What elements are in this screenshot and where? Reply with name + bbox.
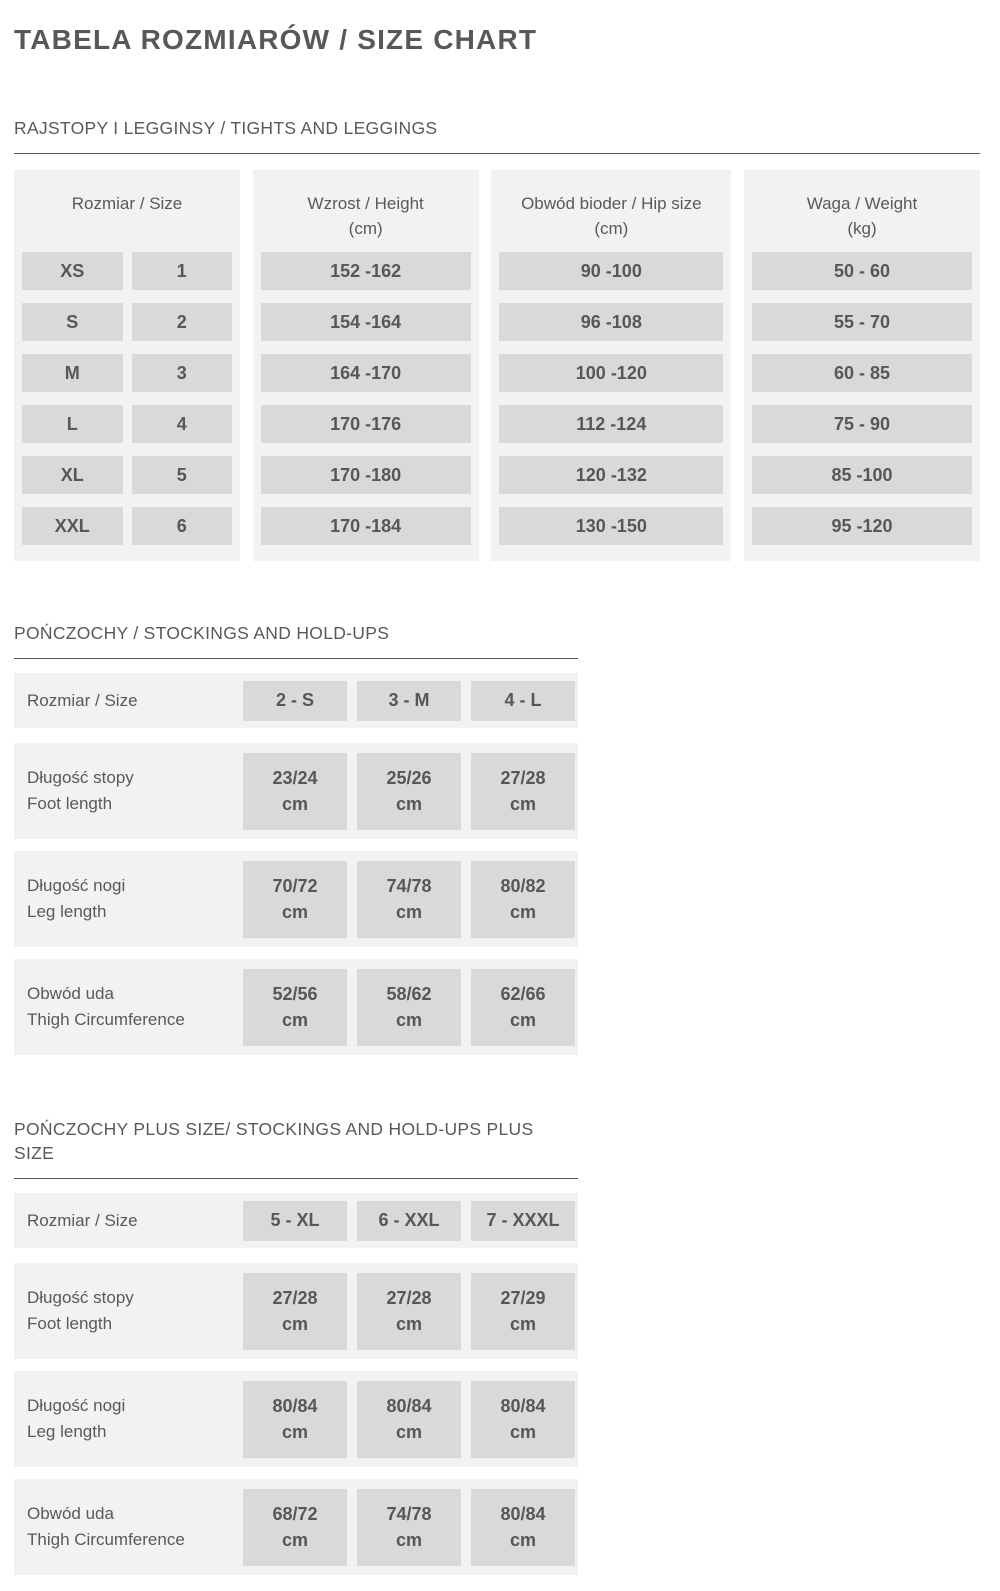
hip-rows <box>491 252 731 561</box>
value-cell <box>471 1273 575 1350</box>
table-row <box>22 405 232 443</box>
unit: cm <box>509 1422 536 1442</box>
value: 58/62 <box>386 984 432 1004</box>
unit: cm <box>281 1422 308 1442</box>
row-label-en: Thigh Circumference <box>27 1530 185 1549</box>
row-cells <box>243 1201 575 1241</box>
row-label-pl: Obwód uda <box>27 1504 114 1523</box>
value-cell <box>357 1273 461 1350</box>
row-label <box>27 981 185 1033</box>
page-title: TABELA ROZMIARÓW / SIZE CHART <box>14 24 538 55</box>
height-cell: 170 -176 <box>261 405 471 443</box>
value: 27/28 <box>500 768 546 788</box>
value: 52/56 <box>272 984 318 1004</box>
hip-cell: 112 -124 <box>499 405 723 443</box>
size-rows <box>14 252 240 561</box>
size-cell: 4 - L <box>471 681 575 721</box>
table-row-size <box>14 673 578 728</box>
table-row <box>22 303 232 341</box>
weight-cell: 55 - 70 <box>752 303 972 341</box>
table-row-foot-length <box>14 1263 578 1359</box>
column-title: Obwód bioder / Hip size <box>521 194 702 213</box>
hip-cell: 90 -100 <box>499 252 723 290</box>
hip-cell: 130 -150 <box>499 507 723 545</box>
value-cell <box>357 861 461 938</box>
weight-cell: 50 - 60 <box>752 252 972 290</box>
weight-cell: 60 - 85 <box>752 354 972 392</box>
value-cell <box>357 1381 461 1458</box>
table-row-size <box>14 1193 578 1248</box>
unit: cm <box>395 1530 422 1550</box>
row-label-en: Foot length <box>27 1314 113 1333</box>
weight-cell: 95 -120 <box>752 507 972 545</box>
hip-cell: 120 -132 <box>499 456 723 494</box>
unit: cm <box>395 1314 422 1334</box>
table-row-leg-length <box>14 1371 578 1467</box>
height-cell: 152 -162 <box>261 252 471 290</box>
value-cell <box>471 1381 575 1458</box>
value-cell <box>243 1381 347 1458</box>
column-header-hip <box>491 170 731 252</box>
weight-rows <box>744 252 980 561</box>
size-letter-cell: XL <box>22 456 123 494</box>
hip-cell: 96 -108 <box>499 303 723 341</box>
unit: cm <box>509 902 536 922</box>
unit: cm <box>509 1530 536 1550</box>
size-cell: 2 - S <box>243 681 347 721</box>
column-header-height <box>253 170 479 252</box>
column-hip <box>491 170 731 561</box>
size-cell: 6 - XXL <box>357 1201 461 1241</box>
row-label-pl: Obwód uda <box>27 984 114 1003</box>
size-number-cell: 2 <box>132 303 233 341</box>
row-label-en: Leg length <box>27 902 107 921</box>
section-heading-stockings: POŃCZOCHY / STOCKINGS AND HOLD-UPS <box>14 621 578 659</box>
value-cell <box>471 753 575 830</box>
size-letter-cell: S <box>22 303 123 341</box>
height-rows <box>253 252 479 561</box>
unit: cm <box>281 902 308 922</box>
section-heading-stockings-plus: POŃCZOCHY PLUS SIZE/ STOCKINGS AND HOLD-UPS PLUS SIZE <box>14 1117 578 1179</box>
unit: cm <box>395 1010 422 1030</box>
unit: cm <box>281 1314 308 1334</box>
column-unit: (kg) <box>847 219 877 238</box>
size-number-cell: 6 <box>132 507 233 545</box>
table-row-thigh-circumference <box>14 1479 578 1575</box>
row-label <box>27 765 134 817</box>
table-row <box>22 354 232 392</box>
column-title: Rozmiar / Size <box>71 194 183 213</box>
column-title: Waga / Weight <box>806 194 918 213</box>
row-label <box>27 873 125 925</box>
value: 74/78 <box>386 876 432 896</box>
row-label-pl: Długość nogi <box>27 1396 126 1415</box>
table-row <box>22 456 232 494</box>
size-letter-cell: XXL <box>22 507 123 545</box>
value: 27/28 <box>386 1288 432 1308</box>
tights-size-table <box>14 170 980 561</box>
value-cell <box>357 969 461 1046</box>
size-letter-cell: XS <box>22 252 123 290</box>
value: 80/84 <box>500 1504 546 1524</box>
unit: cm <box>509 1314 536 1334</box>
value-cell <box>243 861 347 938</box>
column-header-weight <box>744 170 980 252</box>
value: 62/66 <box>500 984 546 1004</box>
value: 27/29 <box>500 1288 546 1308</box>
column-unit: (cm) <box>594 219 629 238</box>
row-label-en: Foot length <box>27 794 113 813</box>
value: 23/24 <box>272 768 318 788</box>
unit: cm <box>281 1010 308 1030</box>
section-heading-tights: RAJSTOPY I LEGGINSY / TIGHTS AND LEGGINGS <box>14 116 980 154</box>
value-cell <box>243 753 347 830</box>
value: 74/78 <box>386 1504 432 1524</box>
value-cell <box>357 1489 461 1566</box>
value: 80/84 <box>500 1396 546 1416</box>
value: 68/72 <box>272 1504 318 1524</box>
value-cell <box>471 969 575 1046</box>
row-label-en: Leg length <box>27 1422 107 1441</box>
value-cell <box>243 1273 347 1350</box>
size-cell: 3 - M <box>357 681 461 721</box>
size-number-cell: 5 <box>132 456 233 494</box>
value: 70/72 <box>272 876 318 896</box>
row-label: Rozmiar / Size <box>27 690 138 710</box>
row-label-pl: Długość stopy <box>27 1288 134 1307</box>
column-weight <box>744 170 980 561</box>
column-size <box>14 170 240 561</box>
row-cells <box>243 1273 575 1350</box>
stockings-plus-size-table <box>14 1193 578 1575</box>
row-label-en: Thigh Circumference <box>27 1010 185 1029</box>
value-cell <box>471 861 575 938</box>
row-label <box>27 1285 134 1337</box>
unit: cm <box>395 902 422 922</box>
unit: cm <box>509 1010 536 1030</box>
value: 80/84 <box>272 1396 318 1416</box>
table-row-foot-length <box>14 743 578 839</box>
value: 27/28 <box>272 1288 318 1308</box>
table-row <box>22 507 232 545</box>
row-cells <box>243 1381 575 1458</box>
row-cells <box>243 861 575 938</box>
row-label: Rozmiar / Size <box>27 1210 138 1230</box>
unit: cm <box>395 1422 422 1442</box>
row-label-pl: Długość stopy <box>27 768 134 787</box>
row-label <box>27 1393 125 1445</box>
unit: cm <box>281 1530 308 1550</box>
stockings-size-table <box>14 673 578 1055</box>
value-cell <box>243 1489 347 1566</box>
table-row <box>22 252 232 290</box>
column-height <box>253 170 479 561</box>
row-cells <box>243 753 575 830</box>
value: 25/26 <box>386 768 432 788</box>
height-cell: 170 -180 <box>261 456 471 494</box>
height-cell: 164 -170 <box>261 354 471 392</box>
value: 80/84 <box>386 1396 432 1416</box>
table-row-leg-length <box>14 851 578 947</box>
row-cells <box>243 969 575 1046</box>
size-cell: 7 - XXXL <box>471 1201 575 1241</box>
weight-cell: 75 - 90 <box>752 405 972 443</box>
column-header-size <box>14 170 240 252</box>
unit: cm <box>395 794 422 814</box>
height-cell: 154 -164 <box>261 303 471 341</box>
hip-cell: 100 -120 <box>499 354 723 392</box>
row-cells <box>243 681 575 721</box>
row-label-pl: Długość nogi <box>27 876 126 895</box>
column-title: Wzrost / Height <box>307 194 424 213</box>
row-cells <box>243 1489 575 1566</box>
column-unit: (cm) <box>348 219 383 238</box>
weight-cell: 85 -100 <box>752 456 972 494</box>
unit: cm <box>509 794 536 814</box>
row-label <box>27 1501 185 1553</box>
unit: cm <box>281 794 308 814</box>
table-row-thigh-circumference <box>14 959 578 1055</box>
size-cell: 5 - XL <box>243 1201 347 1241</box>
size-letter-cell: L <box>22 405 123 443</box>
value-cell <box>471 1489 575 1566</box>
value-cell <box>357 753 461 830</box>
value: 80/82 <box>500 876 546 896</box>
size-number-cell: 4 <box>132 405 233 443</box>
height-cell: 170 -184 <box>261 507 471 545</box>
value-cell <box>243 969 347 1046</box>
size-letter-cell: M <box>22 354 123 392</box>
size-number-cell: 3 <box>132 354 233 392</box>
size-number-cell: 1 <box>132 252 233 290</box>
